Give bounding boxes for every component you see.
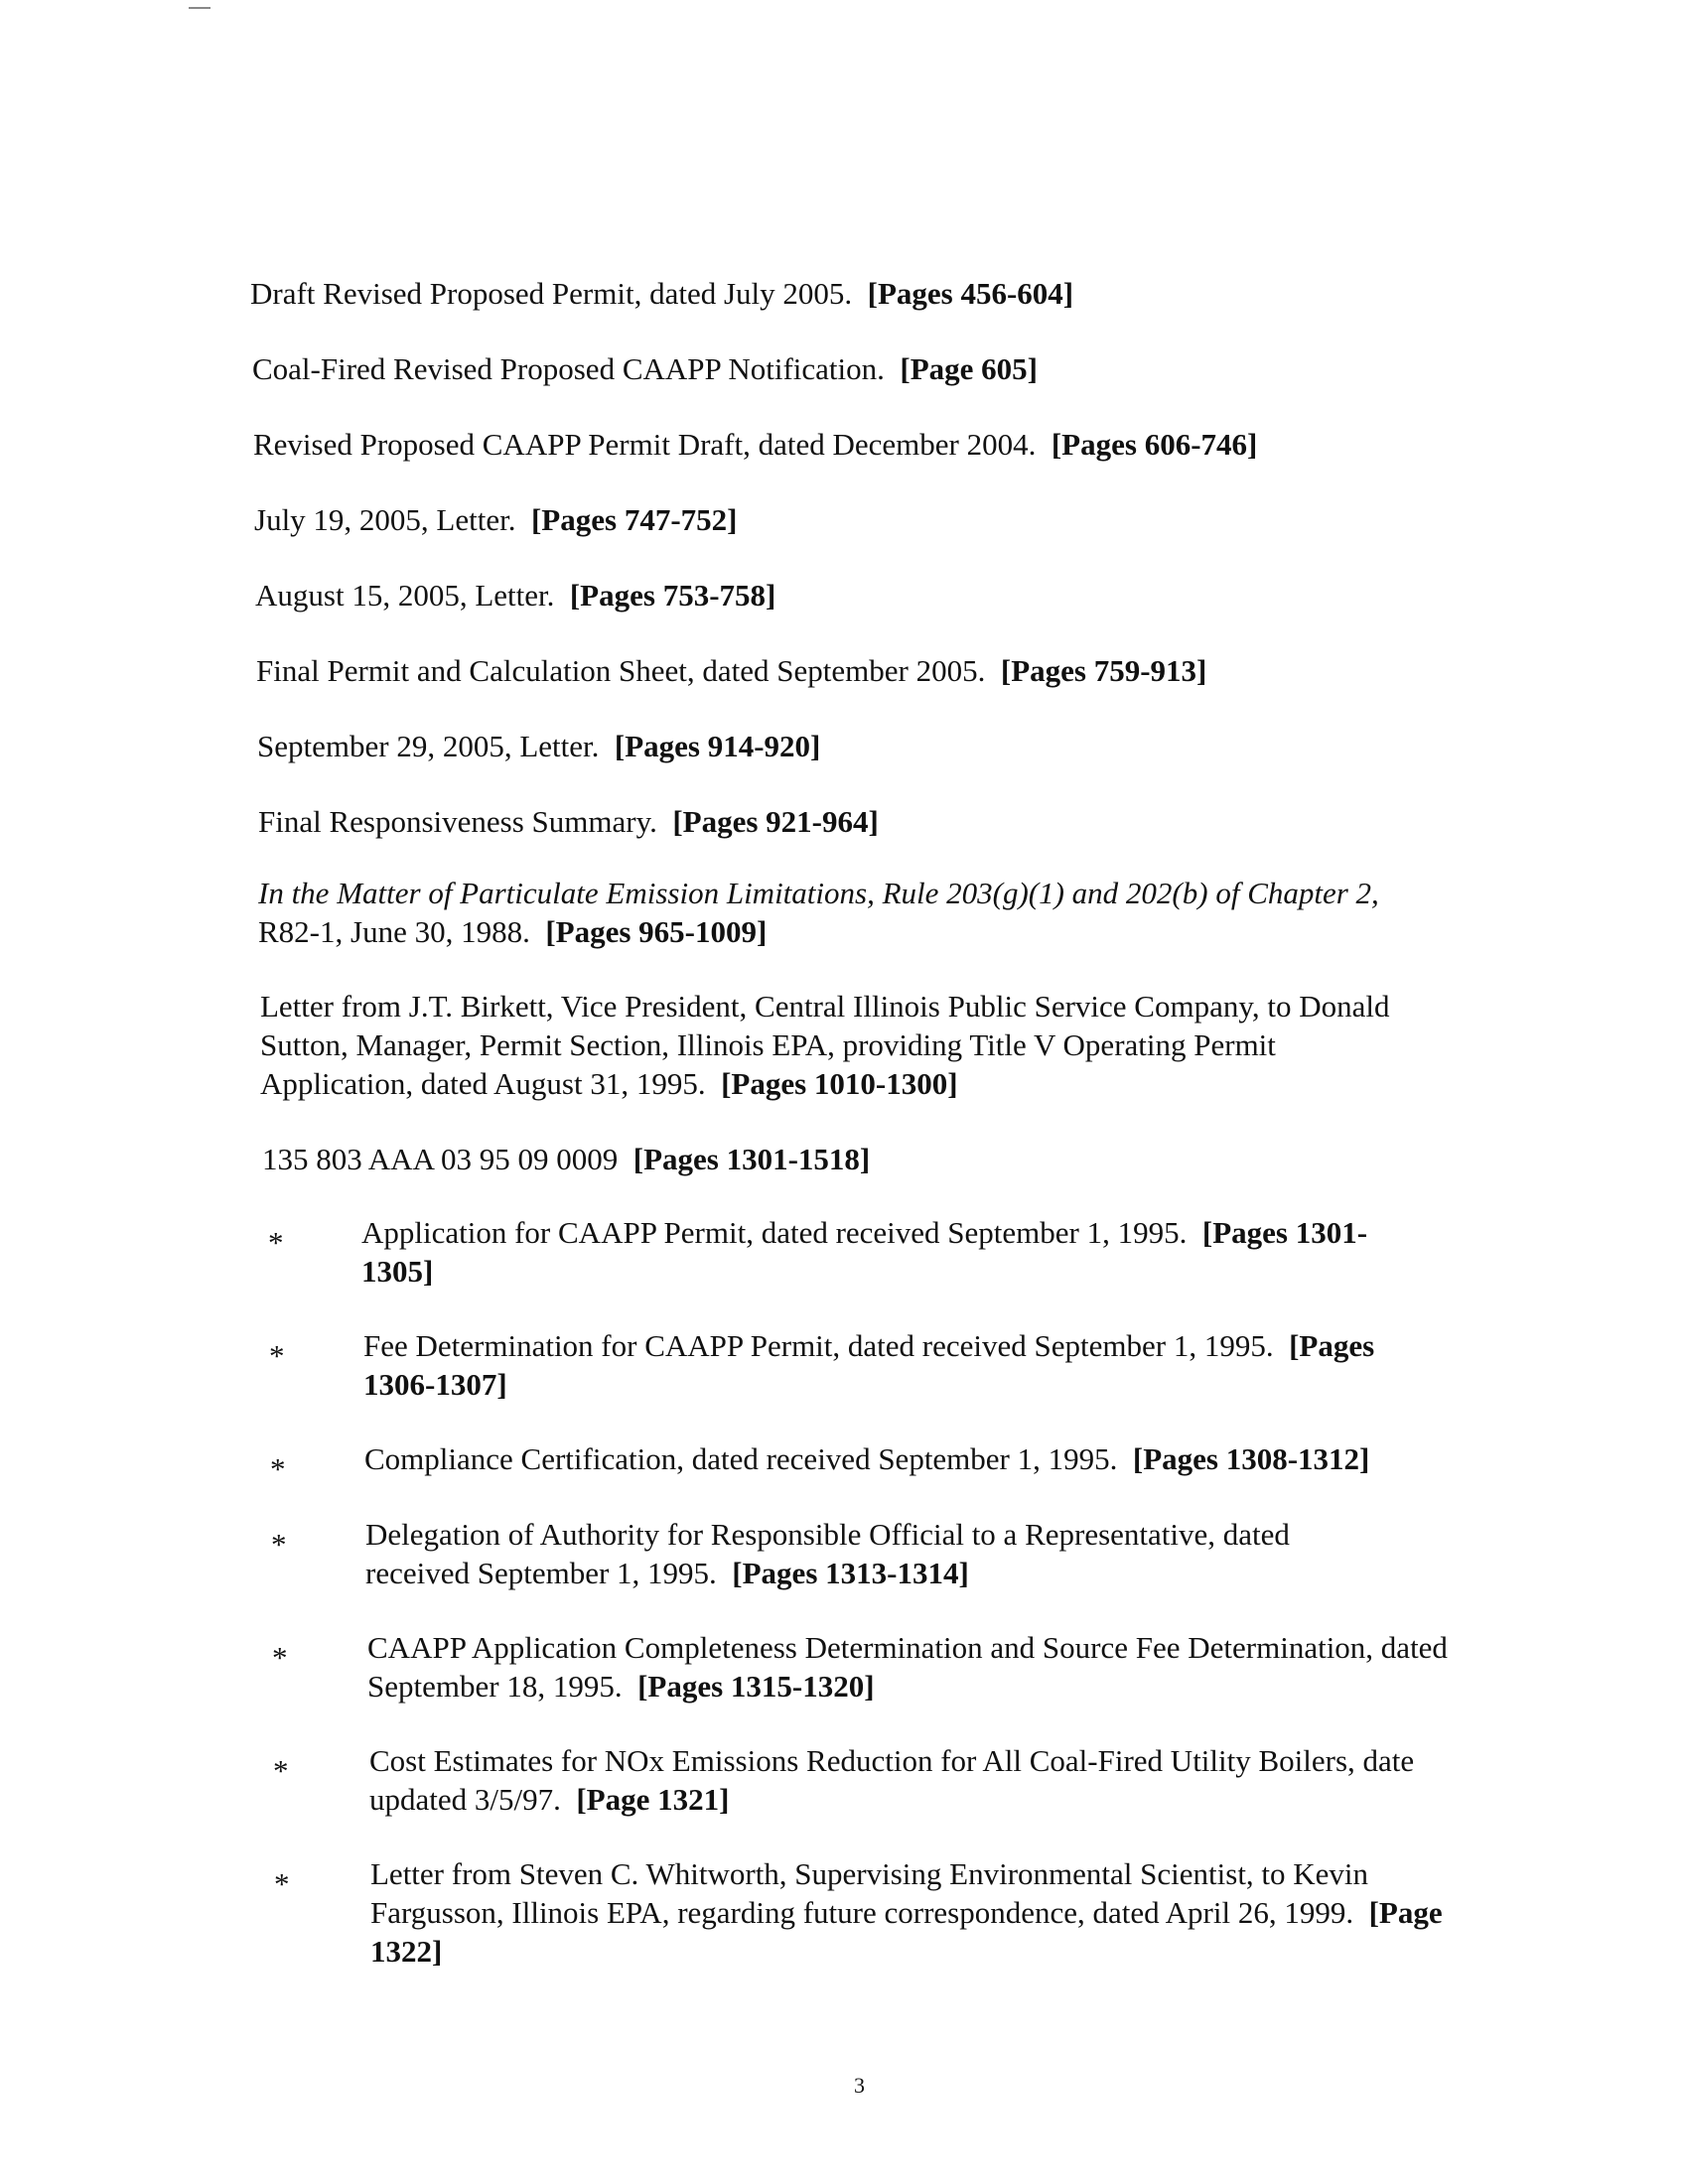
page-reference: [Pages 1313-1314] [732, 1556, 969, 1590]
entry-text: Final Permit and Calculation Sheet, dated September 2005. [256, 653, 986, 688]
entry-text: September 29, 2005, Letter. [257, 729, 600, 763]
bullet-marker: * [268, 1225, 284, 1260]
case-title: In the Matter of Particulate Emission Limitations, Rule 203(g)(1) and 202(b) of Chapter 2, [258, 876, 1379, 910]
page-reference: [Pages 914-920] [614, 729, 821, 763]
bullet-item [367, 1628, 1450, 1706]
bullet-marker: * [273, 1753, 289, 1788]
entry-text: August 15, 2005, Letter. [255, 578, 555, 613]
page-reference: [Pages 606-746] [1051, 427, 1258, 462]
entry-text: Final Responsiveness Summary. [258, 804, 657, 839]
entry-text: Delegation of Authority for Responsible Official to a Representative, dated received September 1, 1995. [365, 1517, 1290, 1590]
entry-text: Draft Revised Proposed Permit, dated July 2005. [250, 276, 853, 311]
record-entry [257, 727, 1498, 765]
bullet-item [369, 1741, 1442, 1819]
entry-text: R82-1, June 30, 1988. [258, 914, 530, 949]
entry-text: Application for CAAPP Permit, dated received September 1, 1995. [361, 1215, 1188, 1250]
bullet-item [365, 1515, 1378, 1592]
page-reference: [Pages 759-913] [1000, 653, 1207, 688]
entry-text: Fee Determination for CAAPP Permit, dated received September 1, 1995. [363, 1328, 1274, 1363]
bullet-item [363, 1326, 1436, 1404]
entry-text: Cost Estimates for NOx Emissions Reduction for All Coal-Fired Utility Boilers, date updated 3/5/97. [369, 1743, 1415, 1817]
page-reference: [Pages 753-758] [569, 578, 776, 613]
record-entry [254, 500, 1495, 539]
bullet-item [364, 1439, 1447, 1478]
page-reference: [Pages 1308-1312] [1132, 1441, 1370, 1476]
page-reference: [Pages 456-604] [867, 276, 1074, 311]
bullet-marker: * [274, 1866, 290, 1901]
bullet-marker: * [271, 1527, 287, 1562]
scan-mark [189, 7, 210, 9]
page-reference: [Pages 921-964] [672, 804, 879, 839]
page-reference: [Pages 747-752] [530, 502, 738, 537]
bullet-marker: * [269, 1338, 285, 1373]
entry-text: Letter from J.T. Birkett, Vice President, Central Illinois Public Service Company, to Donald Sutton, Manager, Permit Section, Illinois EPA, providing Title V Operating Permit Application, dated August 31, 1995. [260, 989, 1390, 1101]
entry-text: CAAPP Application Completeness Determination and Source Fee Determination, dated September 18, 1995. [367, 1630, 1448, 1704]
page-reference: [Pages 1010-1300] [721, 1066, 958, 1101]
entry-text: Revised Proposed CAAPP Permit Draft, dated December 2004. [253, 427, 1037, 462]
page-reference: [Pages 1315-1320] [637, 1669, 875, 1704]
bullet-item [361, 1213, 1434, 1291]
record-entry [253, 425, 1494, 464]
page-reference: [Pages 1301-1518] [632, 1142, 871, 1176]
entry-text: Compliance Certification, dated received September 1, 1995. [364, 1441, 1118, 1476]
entry-text: Coal-Fired Revised Proposed CAAPP Notification. [252, 351, 885, 386]
page-reference: [Pages 1306-1307] [363, 1328, 1375, 1402]
page-reference: [Pages 965-1009] [545, 914, 768, 949]
record-entry [260, 987, 1432, 1103]
entry-text: July 19, 2005, Letter. [254, 502, 516, 537]
bullet-marker: * [272, 1640, 288, 1675]
record-entry [262, 1140, 1503, 1178]
record-entry [252, 349, 1493, 388]
record-entry [255, 576, 1496, 614]
record-entry [250, 274, 1491, 313]
page-reference: [Page 1322] [370, 1895, 1443, 1969]
bullet-item [370, 1854, 1443, 1971]
entry-text: Letter from Steven C. Whitworth, Supervising Environmental Scientist, to Kevin Fargusson, Illinois EPA, regarding future correspondence, dated April 26, 1999. [370, 1856, 1369, 1930]
record-entry [258, 802, 1499, 841]
page-reference: [Page 605] [900, 351, 1038, 386]
page-reference: [Pages 1301-1305] [361, 1215, 1368, 1289]
page-number: 3 [854, 2073, 865, 2098]
page-reference: [Page 1321] [576, 1782, 730, 1817]
entry-text: 135 803 AAA 03 95 09 0009 [262, 1142, 619, 1176]
record-entry [256, 651, 1497, 690]
record-entry [258, 874, 1430, 951]
bullet-marker: * [270, 1451, 286, 1486]
